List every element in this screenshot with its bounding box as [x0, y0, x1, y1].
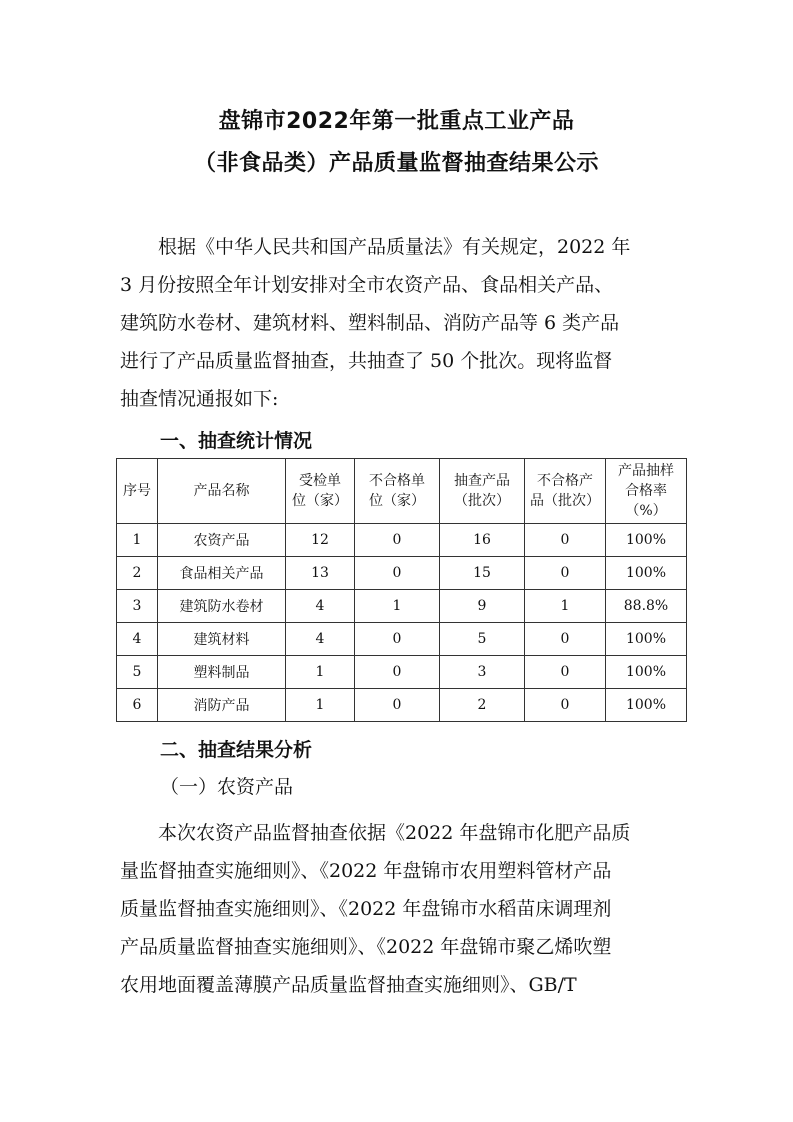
table-cell: 1	[117, 524, 158, 557]
header-text: 不合格产	[537, 473, 593, 489]
table-cell: 100%	[606, 623, 687, 656]
table-cell: 建筑防水卷材	[158, 590, 286, 623]
body-line: 产品质量监督抽查实施细则》、《2022 年盘锦市聚乙烯吹塑	[120, 936, 612, 958]
header-text: （%）	[625, 503, 667, 519]
table-cell: 0	[355, 524, 440, 557]
header-text: 品（批次）	[530, 493, 600, 509]
header-text: 受检单	[299, 473, 341, 489]
table-row	[117, 623, 687, 656]
table-cell: 15	[440, 557, 525, 590]
table-cell: 1	[286, 656, 355, 689]
header-text: 位（家）	[292, 493, 348, 509]
header-text: 产品抽样	[618, 463, 674, 479]
table-cell: 100%	[606, 689, 687, 722]
table-header-row	[117, 459, 687, 524]
section-heading-statistics: 一、抽查统计情况	[160, 430, 313, 452]
table-cell: 0	[355, 689, 440, 722]
table-cell: 4	[286, 623, 355, 656]
table-cell: 0	[355, 557, 440, 590]
header-text: （批次）	[454, 493, 510, 509]
header-text: 序号	[123, 483, 151, 499]
intro-line: 根据《中华人民共和国产品质量法》有关规定，2022 年	[158, 236, 631, 258]
body-line: 农用地面覆盖薄膜产品质量监督抽查实施细则》、GB/T	[120, 974, 577, 996]
section-heading-analysis: 二、抽查结果分析	[160, 739, 313, 761]
table-row	[117, 689, 687, 722]
intro-line: 进行了产品质量监督抽查，共抽查了 50 个批次。现将监督	[120, 350, 613, 372]
body-paragraph	[120, 814, 680, 1004]
intro-paragraph	[120, 228, 680, 418]
header-product-name	[158, 459, 286, 524]
table-cell: 100%	[606, 524, 687, 557]
table-row	[117, 656, 687, 689]
table-cell: 2	[117, 557, 158, 590]
table-cell: 1	[286, 689, 355, 722]
header-inspected-units	[286, 459, 355, 524]
statistics-table	[116, 458, 687, 722]
header-text: 产品名称	[193, 483, 250, 499]
header-text: 抽查产品	[454, 473, 510, 489]
table-cell: 消防产品	[158, 689, 286, 722]
header-text: 合格率	[625, 483, 667, 499]
table-cell: 2	[440, 689, 525, 722]
table-cell: 3	[440, 656, 525, 689]
subsection-heading-agricultural: （一）农资产品	[160, 776, 294, 798]
table-cell: 0	[525, 557, 606, 590]
table-cell: 12	[286, 524, 355, 557]
table-cell: 5	[440, 623, 525, 656]
header-index	[117, 459, 158, 524]
table-row	[117, 557, 687, 590]
table-cell: 4	[117, 623, 158, 656]
table-cell: 3	[117, 590, 158, 623]
table-cell: 0	[525, 689, 606, 722]
document-title-line2: （非食品类）产品质量监督抽查结果公示	[193, 151, 599, 176]
table-cell: 16	[440, 524, 525, 557]
table-cell: 塑料制品	[158, 656, 286, 689]
intro-line: 3 月份按照全年计划安排对全市农资产品、食品相关产品、	[120, 274, 614, 296]
table-cell: 1	[525, 590, 606, 623]
intro-line: 抽查情况通报如下:	[120, 388, 279, 410]
table-cell: 100%	[606, 656, 687, 689]
table-cell: 5	[117, 656, 158, 689]
table-cell: 建筑材料	[158, 623, 286, 656]
body-line: 量监督抽查实施细则》、《2022 年盘锦市农用塑料管材产品	[120, 860, 612, 882]
header-sampled-batches	[440, 459, 525, 524]
table-cell: 0	[525, 623, 606, 656]
table-cell: 4	[286, 590, 355, 623]
table-cell: 88.8%	[606, 590, 687, 623]
intro-line: 建筑防水卷材、建筑材料、塑料制品、消防产品等 6 类产品	[120, 312, 620, 334]
table-cell: 9	[440, 590, 525, 623]
header-failed-units	[355, 459, 440, 524]
header-failed-batches	[525, 459, 606, 524]
document-title-line1: 盘锦市2022年第一批重点工业产品	[218, 109, 575, 134]
table-cell: 6	[117, 689, 158, 722]
table-cell: 0	[355, 623, 440, 656]
table-cell: 食品相关产品	[158, 557, 286, 590]
header-text: 不合格单	[369, 473, 425, 489]
table-cell: 0	[525, 524, 606, 557]
table-cell: 0	[525, 656, 606, 689]
body-line: 本次农资产品监督抽查依据《2022 年盘锦市化肥产品质	[158, 822, 631, 844]
table-cell: 农资产品	[158, 524, 286, 557]
table-cell: 13	[286, 557, 355, 590]
header-pass-rate	[606, 459, 687, 524]
table-cell: 1	[355, 590, 440, 623]
body-line: 质量监督抽查实施细则》、《2022 年盘锦市水稻苗床调理剂	[120, 898, 612, 920]
table-row	[117, 590, 687, 623]
table-cell: 0	[355, 656, 440, 689]
table-cell: 100%	[606, 557, 687, 590]
table-row	[117, 524, 687, 557]
header-text: 位（家）	[369, 493, 425, 509]
